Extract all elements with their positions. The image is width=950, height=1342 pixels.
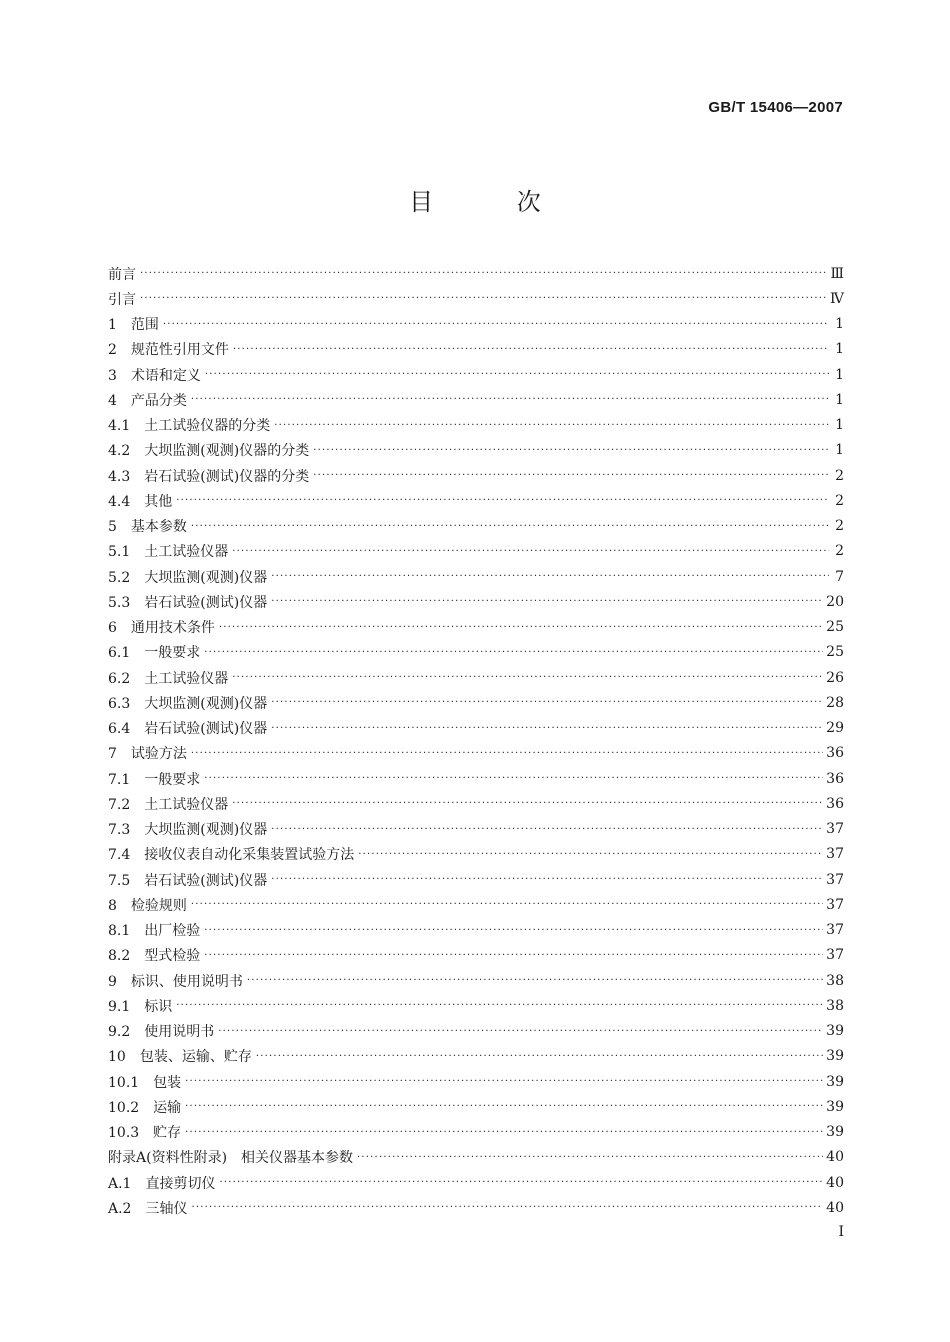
toc-dot-leader	[271, 564, 829, 589]
toc-dot-leader	[191, 741, 823, 766]
toc-entry-label: 7.1 一般要求	[108, 771, 201, 788]
toc-entry-label: 4.1 土工试验仪器的分类	[108, 418, 271, 435]
toc-entry-page: 1	[835, 391, 844, 408]
toc-dot-leader	[205, 362, 829, 387]
toc-entry-page: 1	[835, 316, 844, 333]
toc-entry-label: 3 术语和定义	[108, 367, 201, 384]
toc-entry-page: 1	[835, 442, 844, 459]
toc-dot-leader	[313, 463, 829, 488]
toc-entry-page: 25	[826, 644, 844, 661]
toc-entry[interactable]	[108, 993, 844, 1018]
toc-entry[interactable]	[108, 413, 844, 438]
toc-entry-page: 1	[835, 366, 844, 383]
toc-entry-label: 2 规范性引用文件	[108, 342, 229, 359]
toc-entry-label: 7.2 土工试验仪器	[108, 796, 229, 813]
toc-entry[interactable]	[108, 286, 844, 311]
toc-entry-label: 5.2 大坝监测(观测)仪器	[108, 569, 268, 586]
toc-entry-page: 39	[826, 1124, 844, 1141]
toc-entry-label: 9.1 标识	[108, 998, 173, 1015]
toc-entry[interactable]	[108, 312, 844, 337]
toc-dot-leader	[191, 387, 829, 412]
toc-entry-page: Ⅳ	[830, 290, 844, 307]
toc-entry-page: 40	[826, 1174, 844, 1191]
toc-entry-page: Ⅲ	[830, 265, 844, 282]
toc-entry-page: 37	[826, 896, 844, 913]
toc-entry-label: 8.1 出厂检验	[108, 923, 201, 940]
toc-entry-page: 37	[826, 821, 844, 838]
toc-entry-label: 4.4 其他	[108, 493, 173, 510]
toc-dot-leader	[176, 488, 829, 513]
toc-entry-page: 28	[826, 694, 844, 711]
toc-entry-label: 9.2 使用说明书	[108, 1024, 215, 1041]
toc-entry-label: 10 包装、运输、贮存	[108, 1049, 252, 1066]
toc-entry-page: 38	[826, 997, 844, 1014]
toc-entry[interactable]	[108, 1094, 844, 1119]
toc-dot-leader	[232, 791, 823, 816]
toc-entry[interactable]	[108, 640, 844, 665]
toc-entry-label: 8.2 型式检验	[108, 948, 201, 965]
toc-entry-label: 6.1 一般要求	[108, 645, 201, 662]
toc-dot-leader	[271, 589, 823, 614]
toc-dot-leader	[357, 1145, 823, 1170]
toc-entry-page: 2	[835, 467, 844, 484]
toc-entry[interactable]	[108, 463, 844, 488]
toc-entry[interactable]	[108, 867, 844, 892]
toc-dot-leader	[185, 1069, 823, 1094]
toc-entry[interactable]	[108, 1019, 844, 1044]
toc-entry-page: 36	[826, 770, 844, 787]
toc-dot-leader	[232, 665, 823, 690]
toc-entry-page: 40	[826, 1199, 844, 1216]
toc-entry-label: 7.4 接收仪表自动化采集装置试验方法	[108, 847, 355, 864]
table-of-contents	[108, 261, 844, 1221]
toc-entry[interactable]	[108, 261, 844, 286]
toc-dot-leader	[191, 1195, 823, 1220]
toc-dot-leader	[271, 817, 823, 842]
toc-entry[interactable]	[108, 918, 844, 943]
toc-dot-leader	[219, 615, 823, 640]
toc-dot-leader	[191, 892, 823, 917]
toc-dot-leader	[204, 640, 823, 665]
toc-entry-label: A.1 直接剪切仪	[108, 1175, 216, 1192]
toc-entry[interactable]	[108, 943, 844, 968]
toc-dot-leader	[176, 993, 823, 1018]
toc-entry-label: 7.3 大坝监测(观测)仪器	[108, 822, 268, 839]
toc-dot-leader	[140, 286, 827, 311]
toc-entry[interactable]	[108, 438, 844, 463]
toc-entry[interactable]	[108, 968, 844, 993]
toc-dot-leader	[271, 867, 823, 892]
toc-entry-label: A.2 三轴仪	[108, 1200, 188, 1217]
toc-entry[interactable]	[108, 564, 844, 589]
toc-entry[interactable]	[108, 337, 844, 362]
toc-entry-label: 10.2 运输	[108, 1099, 182, 1116]
toc-entry-label: 8 检验规则	[108, 897, 187, 914]
toc-entry-page: 39	[826, 1098, 844, 1115]
toc-entry-page: 29	[826, 720, 844, 737]
toc-dot-leader	[247, 968, 823, 993]
toc-entry-label: 6.4 岩石试验(测试)仪器	[108, 721, 268, 738]
toc-entry-label: 9 标识、使用说明书	[108, 973, 243, 990]
toc-entry-page: 1	[835, 417, 844, 434]
toc-entry-label: 5 基本参数	[108, 519, 187, 536]
toc-entry-label: 5.1 土工试验仪器	[108, 544, 229, 561]
toc-entry[interactable]	[108, 387, 844, 412]
toc-entry[interactable]	[108, 766, 844, 791]
toc-entry-page: 38	[826, 972, 844, 989]
toc-dot-leader	[185, 1094, 823, 1119]
toc-dot-leader	[191, 514, 829, 539]
toc-entry-label: 1 范围	[108, 317, 159, 334]
toc-dot-leader	[204, 766, 823, 791]
toc-entry-label: 5.3 岩石试验(测试)仪器	[108, 594, 268, 611]
toc-dot-leader	[163, 312, 829, 337]
toc-entry-label: 4.2 大坝监测(观测)仪器的分类	[108, 443, 310, 460]
toc-entry[interactable]	[108, 1120, 844, 1145]
toc-dot-leader	[204, 943, 823, 968]
toc-entry-page: 36	[826, 795, 844, 812]
page-title: 目 次	[409, 188, 579, 216]
toc-entry[interactable]	[108, 892, 844, 917]
toc-dot-leader	[271, 690, 823, 715]
toc-entry-label: 6.2 土工试验仪器	[108, 670, 229, 687]
toc-dot-leader	[271, 716, 823, 741]
toc-entry-page: 39	[826, 1073, 844, 1090]
toc-entry[interactable]	[108, 539, 844, 564]
toc-entry[interactable]	[108, 665, 844, 690]
toc-dot-leader	[204, 918, 823, 943]
toc-dot-leader	[358, 842, 823, 867]
toc-dot-leader	[274, 413, 829, 438]
toc-entry-label: 6.3 大坝监测(观测)仪器	[108, 695, 268, 712]
toc-entry-label: 10.1 包装	[108, 1074, 182, 1091]
toc-entry[interactable]	[108, 791, 844, 816]
toc-entry-page: 37	[826, 922, 844, 939]
toc-entry[interactable]	[108, 615, 844, 640]
toc-entry[interactable]	[108, 1069, 844, 1094]
toc-dot-leader	[232, 539, 829, 564]
toc-entry[interactable]	[108, 1145, 844, 1170]
toc-entry[interactable]	[108, 1044, 844, 1069]
toc-entry-label: 4.3 岩石试验(测试)仪器的分类	[108, 468, 310, 485]
toc-entry-page: 37	[826, 871, 844, 888]
toc-entry-label: 10.3 贮存	[108, 1125, 182, 1142]
toc-entry[interactable]	[108, 690, 844, 715]
toc-entry-page: 39	[826, 1048, 844, 1065]
toc-entry[interactable]	[108, 589, 844, 614]
toc-dot-leader	[256, 1044, 823, 1069]
toc-entry[interactable]	[108, 842, 844, 867]
toc-entry-page: 2	[835, 518, 844, 535]
toc-entry[interactable]	[108, 741, 844, 766]
toc-dot-leader	[313, 438, 829, 463]
toc-entry-label: 前言	[108, 266, 136, 283]
toc-entry-page: 2	[835, 492, 844, 509]
toc-entry-page: 39	[826, 1023, 844, 1040]
toc-entry-page: 1	[835, 341, 844, 358]
toc-dot-leader	[233, 337, 829, 362]
toc-dot-leader	[140, 261, 827, 286]
toc-entry[interactable]	[108, 362, 844, 387]
toc-entry-page: 36	[826, 745, 844, 762]
toc-entry-label: 引言	[108, 291, 136, 308]
toc-entry-page: 37	[826, 846, 844, 863]
toc-entry-label: 附录A(资料性附录) 相关仪器基本参数	[108, 1150, 354, 1167]
toc-entry-page: 37	[826, 947, 844, 964]
toc-entry-page: 25	[826, 619, 844, 636]
toc-entry-page: 2	[835, 543, 844, 560]
toc-entry-label: 4 产品分类	[108, 392, 187, 409]
toc-entry[interactable]	[108, 1195, 844, 1220]
toc-entry-page: 40	[826, 1149, 844, 1166]
toc-dot-leader	[218, 1019, 823, 1044]
toc-entry[interactable]	[108, 1170, 844, 1195]
toc-entry[interactable]	[108, 514, 844, 539]
toc-dot-leader	[185, 1120, 823, 1145]
toc-entry-label: 7 试验方法	[108, 746, 187, 763]
toc-entry-page: 7	[835, 568, 844, 585]
toc-entry[interactable]	[108, 716, 844, 741]
toc-entry-label: 7.5 岩石试验(测试)仪器	[108, 872, 268, 889]
toc-entry-page: 20	[826, 593, 844, 610]
toc-entry[interactable]	[108, 817, 844, 842]
toc-entry-label: 6 通用技术条件	[108, 620, 215, 637]
toc-dot-leader	[219, 1170, 823, 1195]
page-number: I	[838, 1224, 844, 1240]
standard-code: GB/T 15406—2007	[708, 99, 843, 116]
toc-entry[interactable]	[108, 488, 844, 513]
toc-entry-page: 26	[826, 669, 844, 686]
